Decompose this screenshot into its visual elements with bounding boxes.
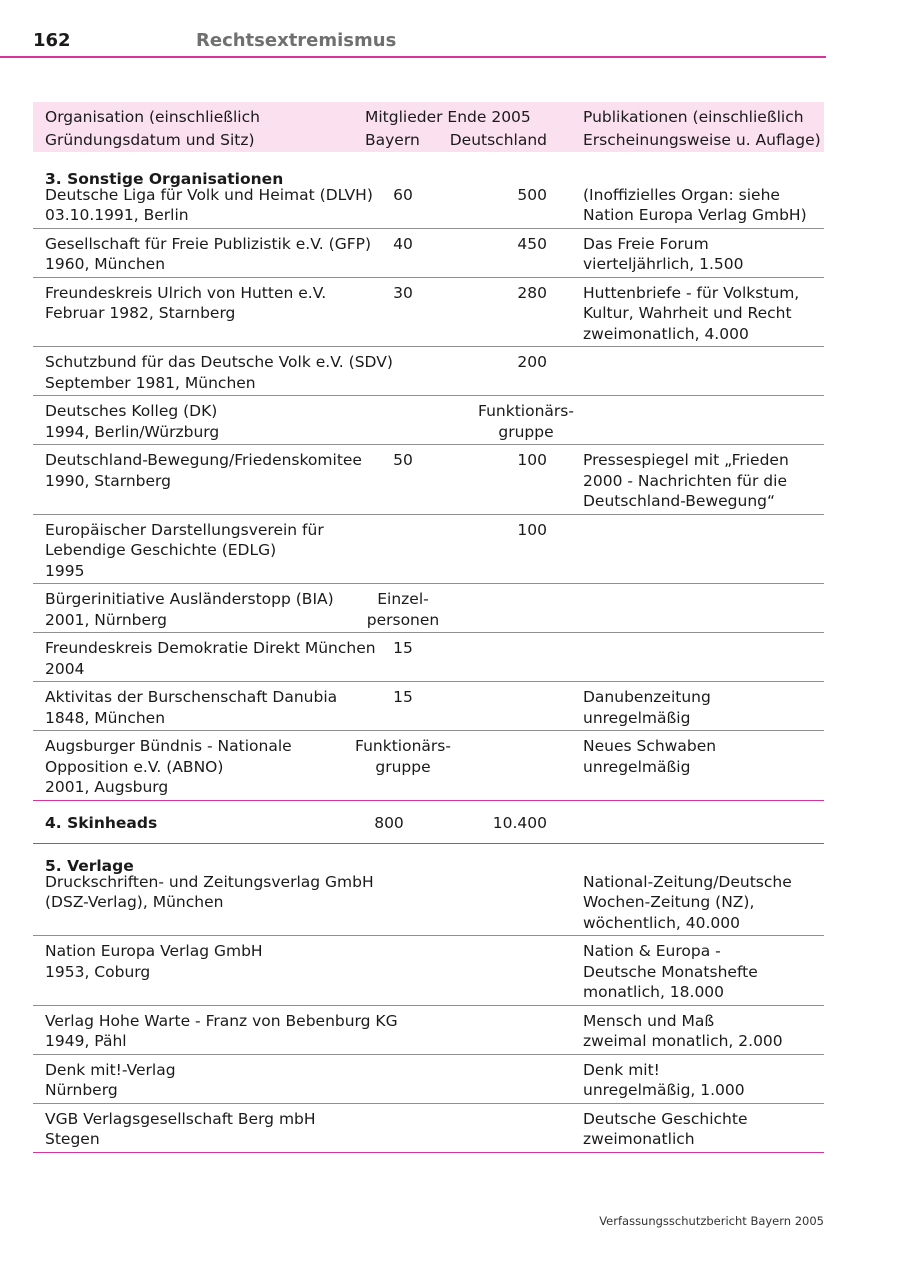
deutschland-cell: 500: [517, 185, 547, 204]
table-header: [33, 102, 824, 152]
publikation-cell: Huttenbriefe - für Volkstum, Kultur, Wahrheit und Recht zweimonatlich, 4.000: [583, 283, 800, 343]
bayern-cell: 50: [393, 451, 413, 469]
table-row: [33, 515, 824, 585]
organisation-cell: Denk mit!-Verlag Nürnberg: [45, 1060, 176, 1099]
table-row: [33, 1006, 824, 1055]
organisation-cell: Bürgerinitiative Ausländerstopp (BIA) 2001, Nürnberg: [45, 590, 334, 629]
organisation-cell: Nation Europa Verlag GmbH 1953, Coburg: [45, 942, 263, 981]
publikation-cell: Danubenzeitung unregelmäßig: [583, 688, 711, 727]
table-row: [33, 180, 824, 229]
bayern-cell: 40: [393, 234, 413, 253]
organisation-cell: Aktivitas der Burschenschaft Danubia 1848, München: [45, 688, 338, 727]
organisation-cell: VGB Verlagsgesellschaft Berg mbH Stegen: [45, 1109, 316, 1148]
publikation-cell: Das Freie Forum vierteljährlich, 1.500: [583, 234, 744, 273]
header-publikationen: Publikationen (einschließlich Erscheinungsweise u. Auflage): [583, 108, 821, 149]
table-row: [33, 1055, 824, 1104]
chapter-title: Rechtsextremismus: [196, 30, 397, 51]
header-deutschland: Deutschland: [449, 131, 547, 149]
table-body: [33, 152, 824, 1153]
section-heading: [33, 844, 824, 875]
organisation-cell: Deutsches Kolleg (DK) 1994, Berlin/Würzburg: [45, 402, 220, 441]
bayern-cell: 60: [393, 185, 413, 204]
organisation-cell: Europäischer Darstellungsverein für Lebendige Geschichte (EDLG) 1995: [45, 520, 324, 580]
publikation-cell: (Inoffizielles Organ: siehe Nation Europa Verlag GmbH): [583, 185, 807, 224]
publikation-cell: Neues Schwaben unregelmäßig: [583, 737, 717, 776]
table-row: [33, 278, 824, 348]
section-heading: [33, 152, 824, 188]
table-row: [33, 1104, 824, 1153]
table-row: [33, 584, 824, 633]
publikation-cell: National-Zeitung/Deutsche Wochen-Zeitung (NZ), wöchentlich, 40.000: [583, 872, 792, 932]
deutschland-cell: 200: [517, 353, 547, 371]
header-members: Mitglieder Ende 2005 Bayern: [365, 106, 455, 152]
page-header: [0, 0, 900, 58]
deutschland-cell: 280: [517, 283, 547, 302]
table-row: [33, 867, 824, 937]
section-5-title: 5. Verlage: [45, 857, 134, 875]
header-rule: [0, 56, 826, 58]
table-row: [33, 731, 824, 801]
deutschland-cell: 10.400: [492, 813, 547, 832]
table-row: [33, 633, 824, 682]
organisation-cell: Freundeskreis Demokratie Direkt München 2004: [45, 639, 376, 678]
deutschland-cell: 100: [517, 451, 547, 469]
deutschland-cell: 100: [517, 520, 547, 539]
table-row: [33, 936, 824, 1006]
table-row: [33, 229, 824, 278]
publikation-cell: Denk mit! unregelmäßig, 1.000: [583, 1060, 745, 1099]
header-bayern: Bayern: [365, 131, 420, 149]
organisation-cell: Gesellschaft für Freie Publizistik e.V. (GFP) 1960, München: [45, 234, 372, 273]
organisation-cell: Schutzbund für das Deutsche Volk e.V. (SDV) September 1981, München: [45, 353, 393, 392]
header-organisation: Organisation (einschließlich Gründungsdatum und Sitz): [45, 108, 260, 149]
organisation-cell: Druckschriften- und Zeitungsverlag GmbH (DSZ-Verlag), München: [45, 872, 374, 911]
organisation-cell: Deutsche Liga für Volk und Heimat (DLVH) 03.10.1991, Berlin: [45, 185, 373, 224]
bayern-cell: 15: [393, 688, 413, 706]
bayern-cell: 30: [393, 283, 413, 302]
publikation-cell: Nation & Europa - Deutsche Monatshefte monatlich, 18.000: [583, 942, 758, 1001]
table-row: [33, 347, 824, 396]
section-3-title: 3. Sonstige Organisationen: [45, 170, 284, 188]
publikation-cell: Pressespiegel mit „Frieden 2000 - Nachrichten für die Deutschland-Bewegung“: [583, 451, 789, 510]
table-row: [33, 396, 824, 445]
bayern-cell: Einzel- personen: [366, 590, 440, 629]
bayern-cell: 800: [374, 813, 404, 832]
section-heading: [33, 801, 824, 845]
publikation-cell: Mensch und Maß zweimal monatlich, 2.000: [583, 1011, 783, 1050]
organisation-cell: Deutschland-Bewegung/Friedenskomitee 1990, Starnberg: [45, 451, 362, 490]
table-row: [33, 682, 824, 731]
section-4-title: 4. Skinheads: [45, 813, 158, 832]
bayern-cell: Funktionärs- gruppe: [355, 737, 451, 776]
table-row: [33, 445, 824, 515]
publikation-cell: Deutsche Geschichte zweimonatlich: [583, 1109, 748, 1148]
deutschland-cell: 450: [517, 234, 547, 253]
deutschland-cell: Funktionärs- gruppe: [478, 402, 574, 441]
organisation-cell: Augsburger Bündnis - Nationale Opposition e.V. (ABNO) 2001, Augsburg: [45, 737, 292, 796]
bayern-cell: 15: [393, 639, 413, 657]
organizations-table: [33, 102, 824, 1153]
organisation-cell: Freundeskreis Ulrich von Hutten e.V. Februar 1982, Starnberg: [45, 283, 327, 322]
page-number: 162: [33, 30, 71, 51]
organisation-cell: Verlag Hohe Warte - Franz von Bebenburg KG 1949, Pähl: [45, 1011, 398, 1050]
page-footer: Verfassungsschutzbericht Bayern 2005: [599, 1214, 824, 1228]
